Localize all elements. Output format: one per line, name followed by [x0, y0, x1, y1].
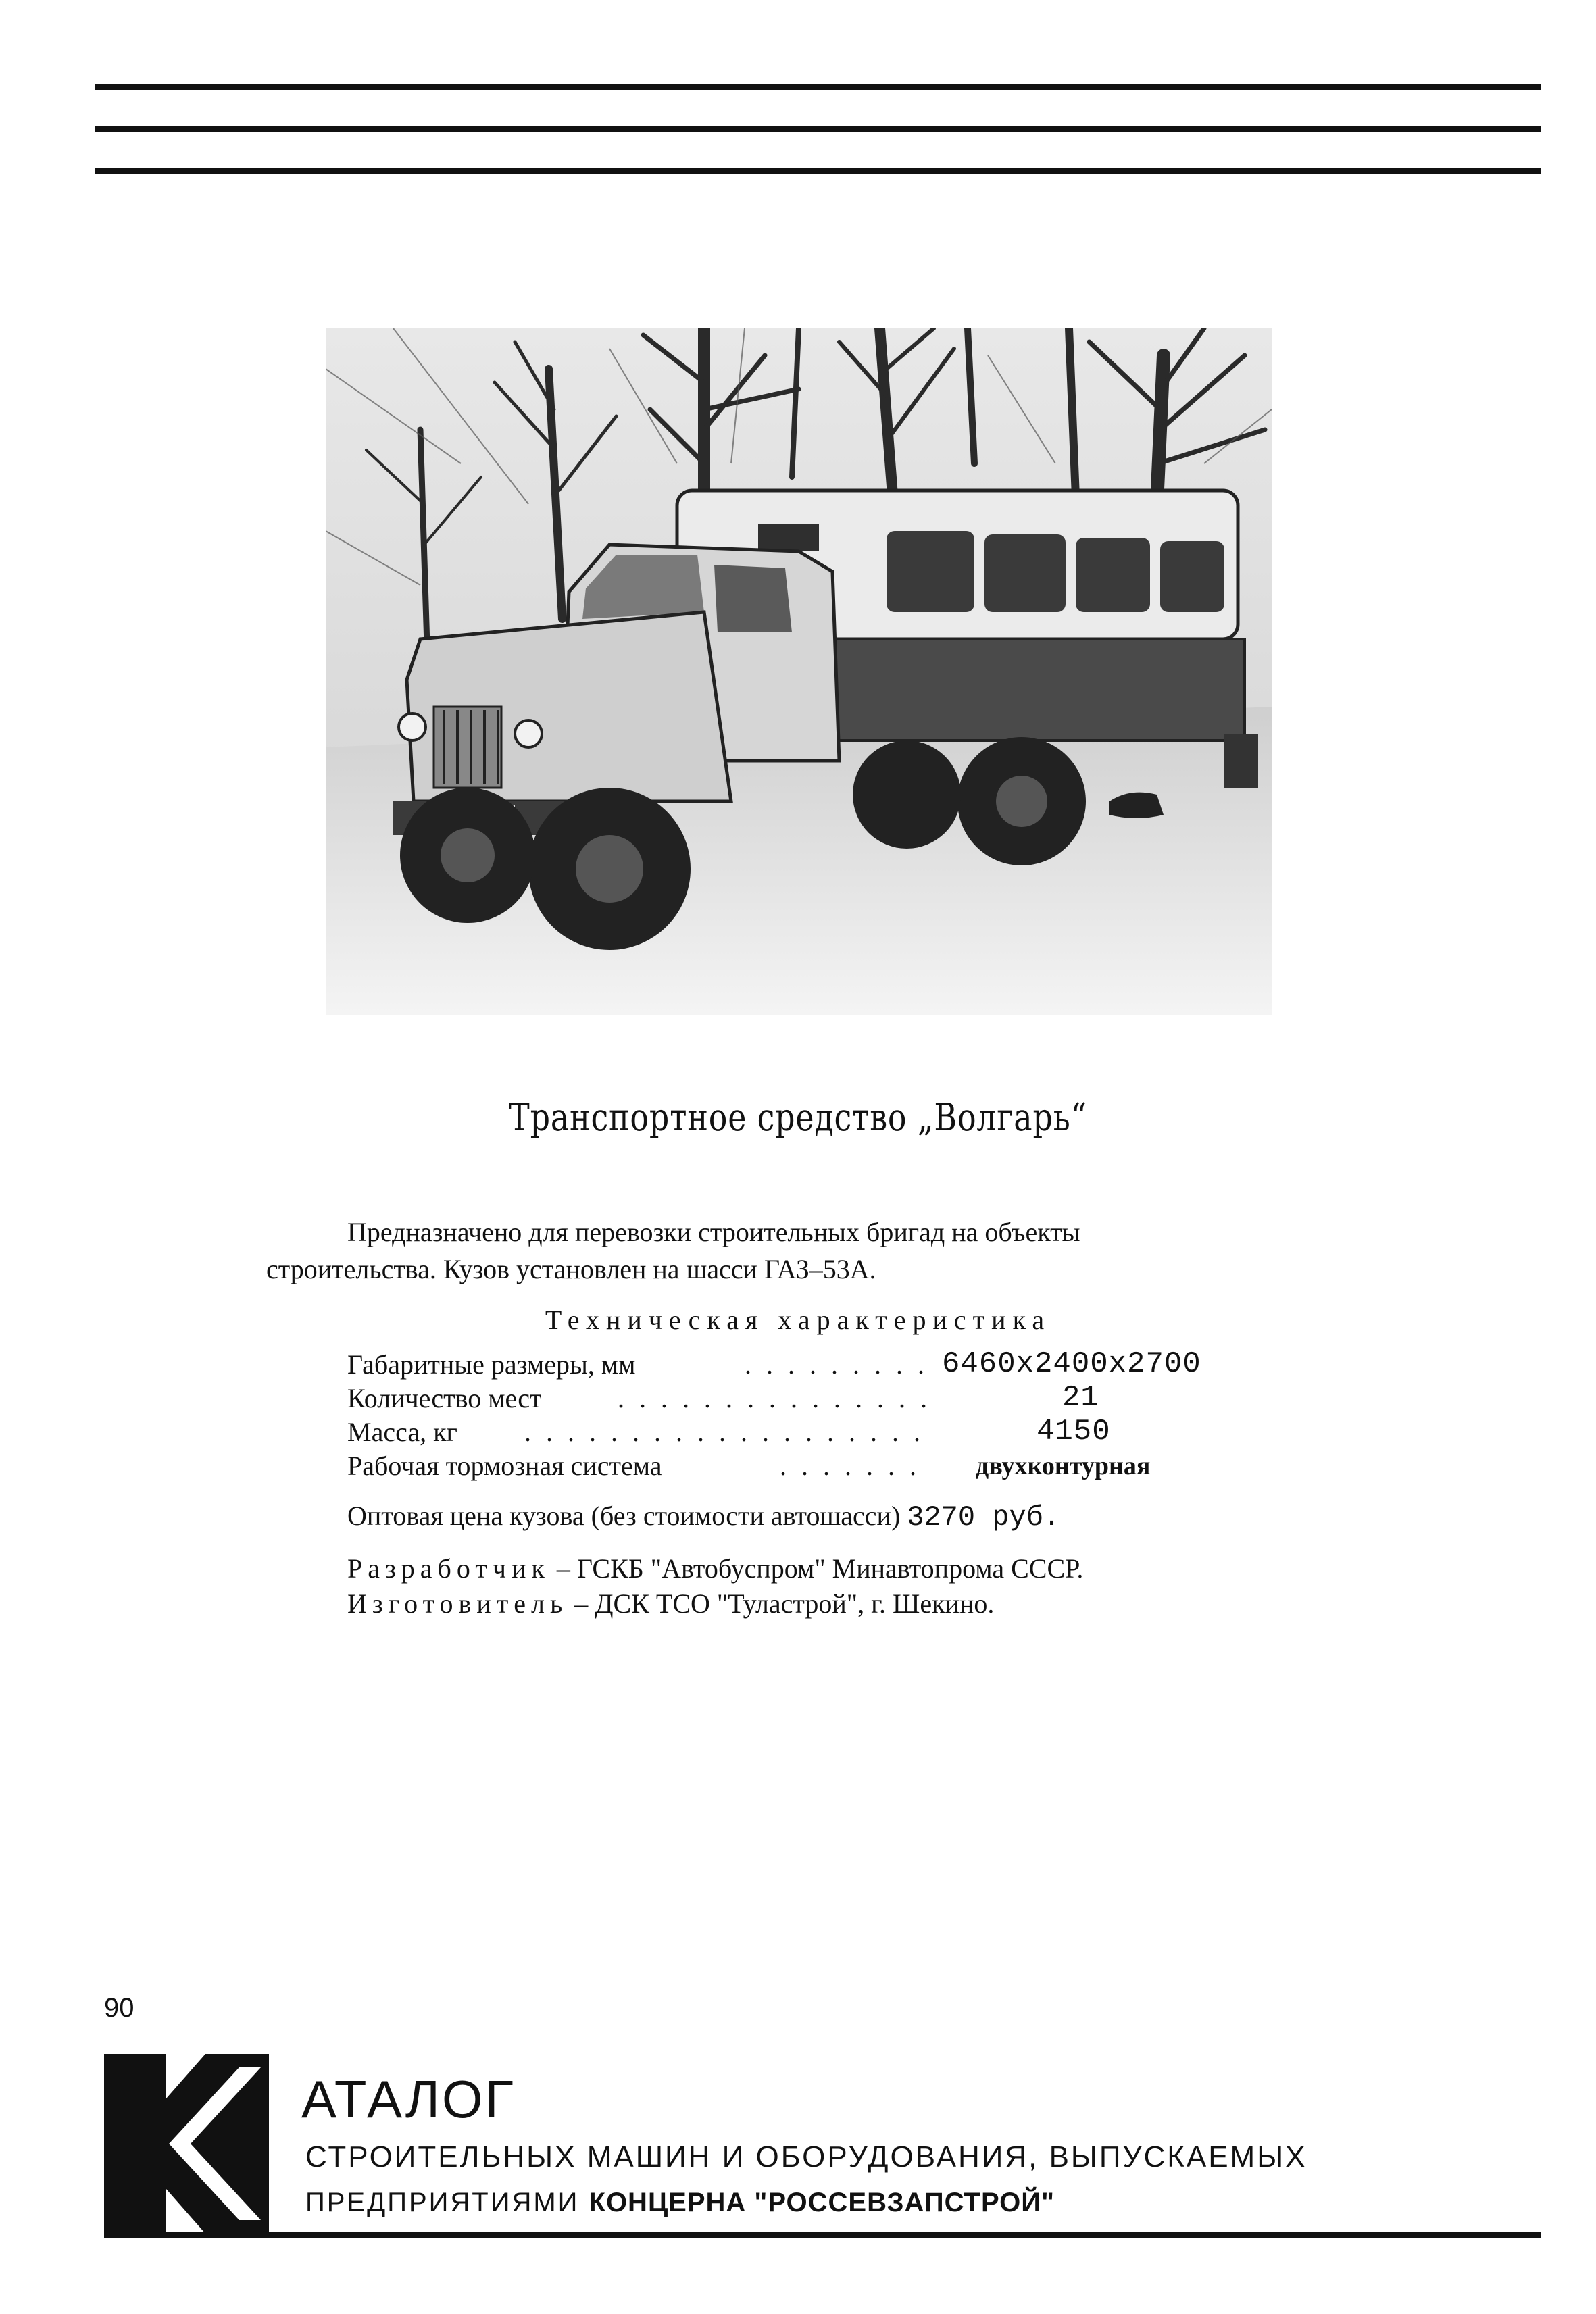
spec-row-seats [347, 1382, 1293, 1416]
spec-label: Количество мест [347, 1383, 542, 1413]
manufacturer-label: Изготовитель [347, 1588, 568, 1619]
spec-leader-dots: . . . . . . . [780, 1451, 920, 1481]
developer-text: – ГСКБ "Автобуспром" Минавтопрома СССР. [556, 1553, 1084, 1584]
spec-label: Рабочая тормозная система [347, 1451, 662, 1481]
specs-heading: Техническая характеристика [545, 1305, 1051, 1335]
manufacturer-line [347, 1588, 994, 1619]
price-value: 3270 руб. [907, 1501, 1061, 1534]
price-text: Оптовая цена кузова (без стоимости автошасси) [347, 1501, 901, 1531]
spec-label: Масса, кг [347, 1417, 457, 1447]
catalog-logo [104, 2054, 269, 2234]
vehicle-photo-illustration [326, 328, 1272, 1015]
spec-row-dimensions [347, 1349, 1293, 1382]
footer-rule [104, 2232, 1541, 2238]
catalog-subtitle-line-2 [305, 2188, 1055, 2218]
header-rule-bottom [95, 168, 1541, 174]
spec-leader-dots: . . . . . . . . . [745, 1349, 928, 1380]
spec-row-mass [347, 1416, 1293, 1450]
catalog-subtitle-start: ПРЕДПРИЯТИЯМИ [305, 2188, 580, 2217]
developer-line [347, 1553, 1083, 1584]
vehicle-photo [326, 328, 1272, 1015]
spec-label: Габаритные размеры, мм [347, 1349, 636, 1380]
description-line-2: строительства. Кузов установлен на шасси ГАЗ–53А. [266, 1254, 876, 1284]
page-number: 90 [104, 1993, 134, 2023]
catalog-subtitle-concern: КОНЦЕРНА "РОССЕВЗАПСТРОЙ" [589, 2188, 1055, 2217]
spec-leader-dots: . . . . . . . . . . . . . . . . . . . [524, 1417, 924, 1447]
spec-value: двухконтурная [976, 1452, 1151, 1480]
developer-label: Разработчик [347, 1553, 550, 1584]
catalog-subtitle-line-1: СТРОИТЕЛЬНЫХ МАШИН И ОБОРУДОВАНИЯ, ВЫПУСКАЕМЫХ [305, 2140, 1307, 2173]
spec-leader-dots: . . . . . . . . . . . . . . . [618, 1383, 931, 1413]
spec-value: 6460x2400x2700 [942, 1347, 1201, 1381]
manufacturer-text: – ДСК ТСО "Туластрой", г. Шекино. [574, 1588, 995, 1619]
header-rule-middle [95, 126, 1541, 132]
spec-value: 4150 [1037, 1415, 1111, 1449]
spec-value: 21 [1062, 1381, 1099, 1415]
document-title: Транспортное средство „Волгарь“ [509, 1096, 1087, 1140]
catalog-logo-k-icon [104, 2054, 269, 2234]
spec-row-brake-system [347, 1450, 1293, 1484]
description-line-1: Предназначено для перевозки строительных бригад на объекты [347, 1217, 1080, 1247]
price-line [347, 1500, 1060, 1534]
catalog-title: АТАЛОГ [301, 2069, 516, 2129]
header-rule-top [95, 84, 1541, 90]
